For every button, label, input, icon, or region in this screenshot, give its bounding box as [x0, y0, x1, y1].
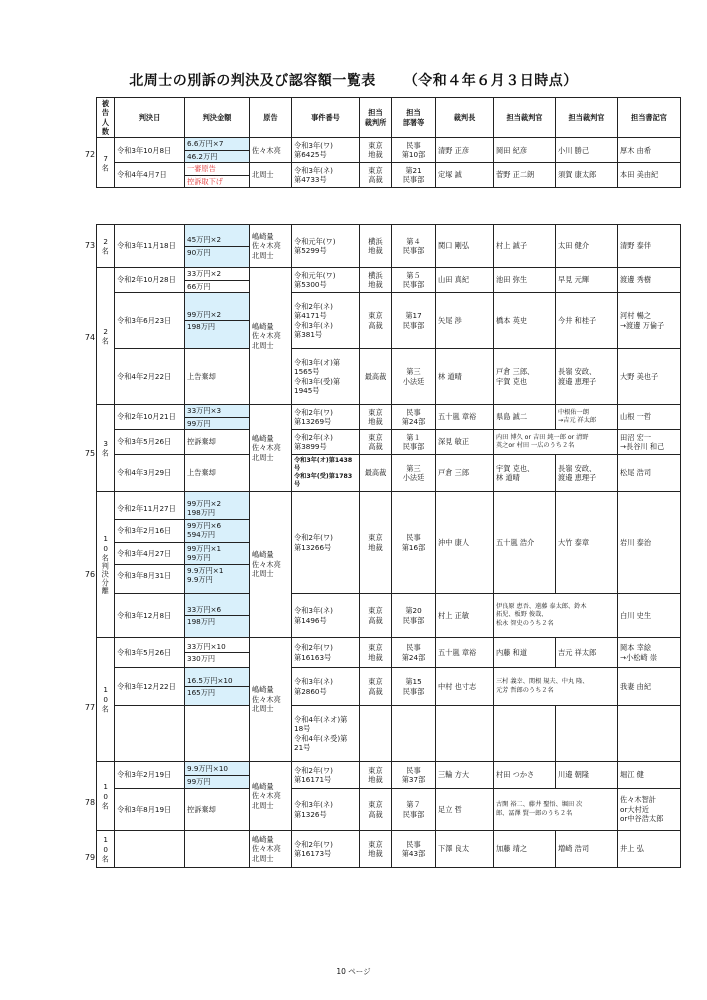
row-number-77: 77	[84, 703, 96, 712]
row-number-74: 74	[84, 333, 96, 342]
row-number-72: 72	[84, 150, 96, 159]
page-number: 10 ページ	[336, 967, 371, 976]
header-case: 事件番号	[292, 98, 360, 138]
row-number-75: 75	[84, 449, 96, 458]
table-row: 令和3年8月19日 控訴棄却 令和3年(ネ) 第1326号 東京 高裁 第７ 民事部 足立 哲 古閑 裕二、藤井 聖悟、堀田 次 郎、冨澤 賢一郎のうち２名 佐々木智計 or大村近 or中谷浩太郎	[97, 789, 681, 831]
header-amount: 判決金額	[185, 98, 250, 138]
header-plaintiff: 原告	[250, 98, 292, 138]
header-chief: 裁判長	[436, 98, 494, 138]
table-row: 7名 令和3年10月8日 6.6万円×7 46.2万円 佐々木亮 令和3年(ワ) 第6425号 東京 地裁 民事 第10部 清野 正彦 岡田 紀彦 小川 勝己 厚木 由希	[97, 138, 681, 163]
row-number-73: 73	[84, 241, 96, 250]
table-row: 10名判決分離 令和2年11月27日 令和3年2月16日 令和3年4月27日 令和3年8月31日 99万円×2 198万円 99万円×6 594万円 99万円×1 99万円 9.9万円×1 9.9万円 嶋崎量 佐々木亮 北周士 令和2年(ワ) 第13266号 東京 地裁 民事 第16部 沖中 康人 五十嵐 浩介 大竹 泰章 岩川 泰治	[97, 492, 681, 594]
header-date: 判決日	[115, 98, 185, 138]
judgment-table-main	[96, 224, 681, 868]
table-header-row	[97, 98, 681, 138]
table-row: 令和4年4月7日 一審原告 控訴取下げ 北周士 令和3年(ネ) 第4733号 東京 高裁 第21 民事部 定塚 誠 菅野 正二朗 須賀 康太郎 本田 美由紀	[97, 163, 681, 188]
table-row: 3名 令和2年10月21日 33万円×3 99万円 嶋崎量 佐々木亮 北周士 令和2年(ワ) 第13269号 東京 地裁 民事 第24部 五十嵐 章裕 県島 誠二 中根佑一朗 →吉元 祥太郎 山根 一哲	[97, 405, 681, 430]
header-judge1: 担当裁判官	[494, 98, 556, 138]
table-row: 令和3年12月22日 16.5万円×10 165万円 令和3年(ネ) 第2860号 東京 高裁 第15 民事部 中村 也寸志 三村 義幸、関根 規夫、中丸 隆、 元芳 哲郎のうち２名 我妻 由紀	[97, 668, 681, 706]
header-judge2: 担当裁判官	[556, 98, 618, 138]
header-division: 担当 部署等	[392, 98, 436, 138]
table-row: 令和3年5月26日 控訴棄却 令和2年(ネ) 第3899号 東京 高裁 第１ 民事部 深見 敏正 内田 博久 or 吉田 純一郎 or 清野 英之or 村田 一広のうち２名 田沼 宏一 →長谷川 和己	[97, 430, 681, 455]
judgment-table-top	[96, 97, 681, 188]
table-row: 10名 令和3年2月19日 9.9万円×10 99万円 嶋崎量 佐々木亮 北周士 令和2年(ワ) 第16171号 東京 地裁 民事 第37部 三輪 方大 村田 つかさ 川邉 朝隆 堀江 健	[97, 762, 681, 789]
table-row: 2名 令和2年10月28日 33万円×2 66万円 嶋崎量 佐々木亮 北周士 令和元年(ワ) 第5300号 横浜 地裁 第５ 民事部 山田 真紀 池田 弥生 早見 元輝 渡邊 秀樹	[97, 268, 681, 293]
row-number-79: 79	[84, 853, 96, 862]
table-row: 10名 嶋崎量 佐々木亮 北周士 令和2年(ワ) 第16173号 東京 地裁 民事 第43部 下澤 良太 加藤 靖之 増崎 浩司 井上 弘	[97, 831, 681, 868]
table-row: 令和3年6月23日 99万円×2 198万円 令和2年(ネ) 第4171号 令和3年(ネ) 第381号 東京 高裁 第17 民事部 矢尾 渉 橋本 英史 今井 和桂子 河村 暢之 →渡邊 万倫子	[97, 293, 681, 349]
table-row: 令和4年2月22日 上告棄却 令和3年(オ)第 1565号 令和3年(受)第 1945号 最高裁 第三 小法廷 林 道晴 戸倉 三郎、 宇賀 克也 長嶺 安政、 渡邉 恵理子 大野 美也子	[97, 349, 681, 405]
table-row: 10名 令和3年5月26日 33万円×10 330万円 嶋崎量 佐々木亮 北周士 令和2年(ワ) 第16163号 東京 地裁 民事 第24部 五十嵐 章裕 内藤 和道 吉元 祥太郎 岡本 幸絵 →小松崎 崇	[97, 638, 681, 668]
row-number-76: 76	[84, 570, 96, 579]
header-count: 被告 人数	[97, 98, 115, 138]
page-title: 北周士の別訴の判決及び認容額一覧表 （令和４年６月３日時点）	[129, 73, 578, 89]
table-row: 令和4年3月29日 上告棄却 令和3年(オ)第1438 号 令和3年(受)第1783 号 最高裁 第三 小法廷 戸倉 三郎 宇賀 克也、 林 道晴 長嶺 安政、 渡邉 恵理子 松尾 浩司	[97, 455, 681, 492]
table-row: 令和3年12月8日 33万円×6 198万円 令和3年(ネ) 第1496号 東京 高裁 第20 民事部 村上 正敏 伊良原 恵吾、遠藤 泰太郎、鈴木 拓児、板野 俊哉、 松永 智史のうち２名 白川 史生	[97, 594, 681, 638]
row-number-78: 78	[84, 798, 96, 807]
table-row: 2名 令和3年11月18日 45万円×2 90万円 嶋崎量 佐々木亮 北周士 令和元年(ワ) 第5299号 横浜 地裁 第４ 民事部 関口 剛弘 村上 誠子 太田 健介 清野 泰伴	[97, 225, 681, 268]
table-row: 令和4年(ネオ)第 18号 令和4年(ネ受)第 21号	[97, 706, 681, 762]
header-clerk: 担当書記官	[618, 98, 681, 138]
header-court: 担当 裁判所	[360, 98, 392, 138]
